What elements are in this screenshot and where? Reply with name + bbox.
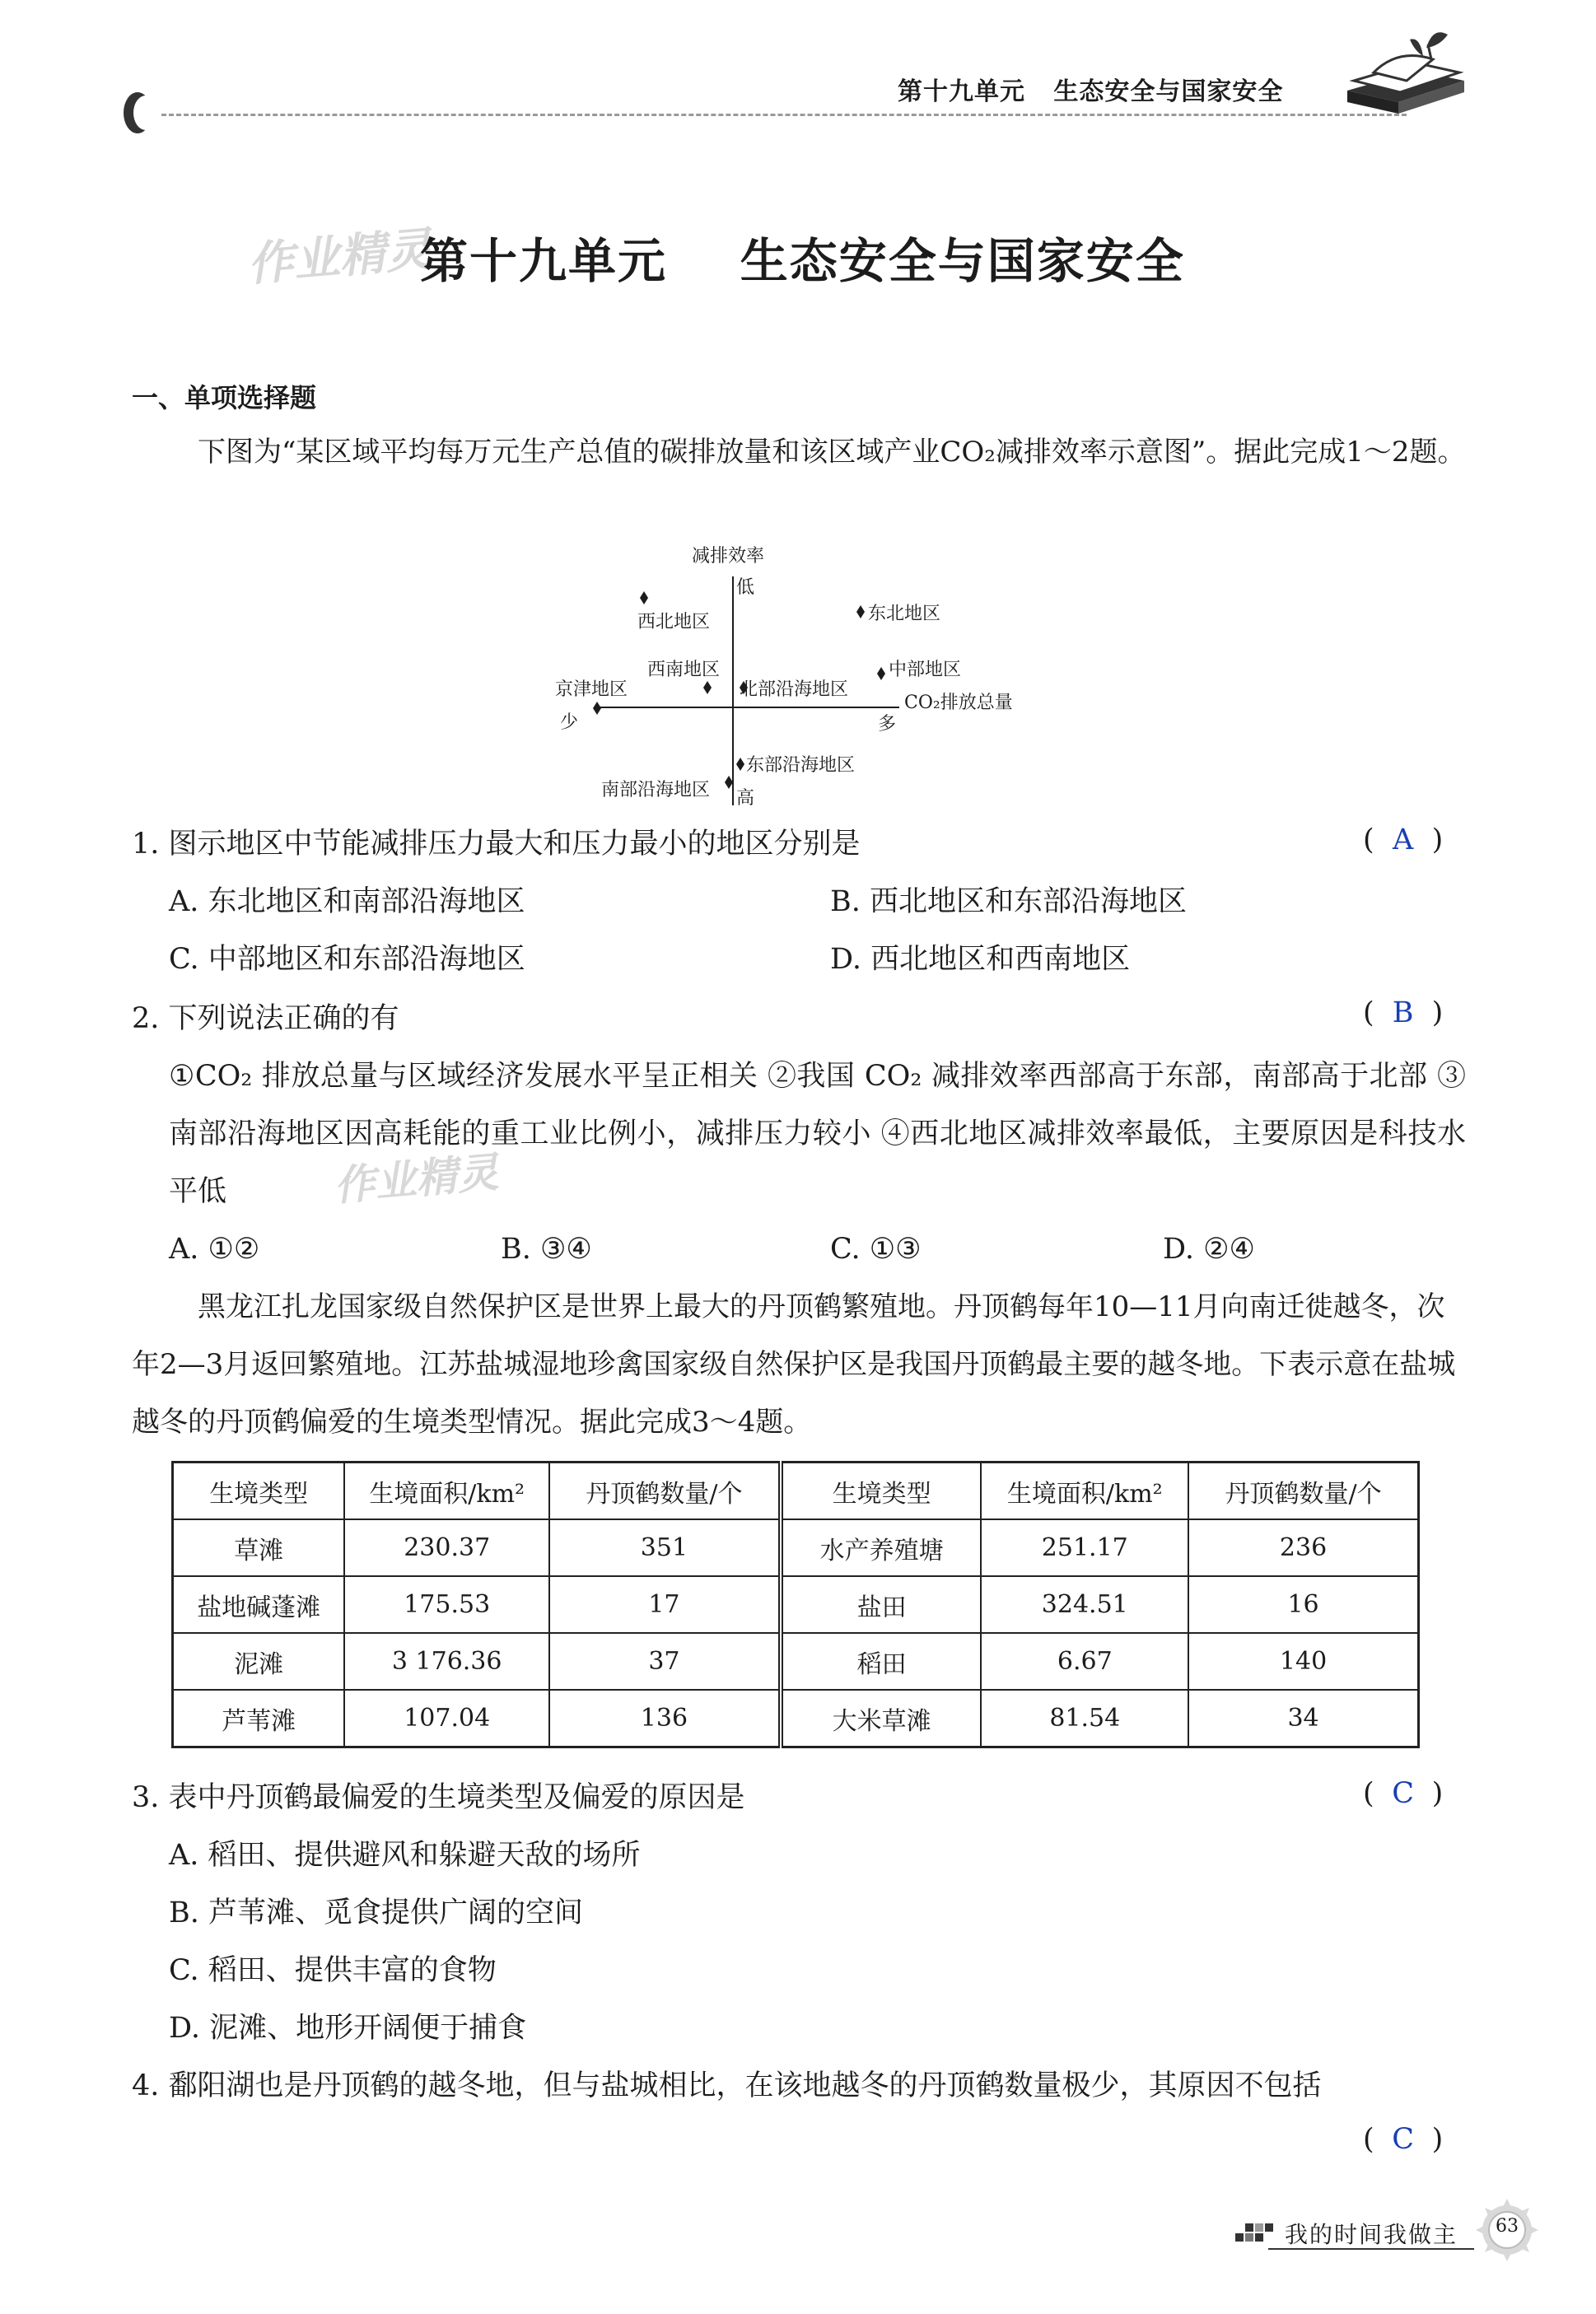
page-number: 63 <box>1496 2216 1519 2237</box>
table-header: 丹顶鹤数量/个 <box>1188 1463 1418 1520</box>
table-cell: 107.04 <box>344 1690 549 1747</box>
question-2-option-d: D. ②④ <box>1163 1233 1255 1266</box>
table-cell: 251.17 <box>981 1519 1188 1576</box>
question-2-statements: ①CO₂ 排放总量与区域经济发展水平呈正相关 ②我国 CO₂ 减排效率西部高于东部，南部高于北部 ③南部沿海地区因高耗能的重工业比例小，减排压力较小 ④西北地区减排效率最低，主要原因是科技水平低 <box>169 1060 1466 1208</box>
table-cell: 324.51 <box>981 1576 1188 1633</box>
table-header: 生境面积/km² <box>344 1463 549 1520</box>
table-row <box>173 1633 1419 1690</box>
table-cell: 盐地碱蓬滩 <box>173 1576 345 1633</box>
question-3-answer: ( C ) <box>1363 1777 1444 1810</box>
question-1-option-a: A. 东北地区和南部沿海地区 <box>169 885 525 918</box>
table-row <box>173 1519 1419 1576</box>
x-axis-low-label: 少 <box>560 712 579 733</box>
table-cell: 泥滩 <box>173 1633 345 1690</box>
point-label-zhongbu: 中部地区 <box>889 660 962 680</box>
question-1-answer: ( A ) <box>1363 823 1444 856</box>
y-axis-high-label: 高 <box>736 788 755 809</box>
question-1-option-d: D. 西北地区和西南地区 <box>830 943 1131 976</box>
x-axis-high-label: 多 <box>878 714 897 735</box>
section-heading: 一、单项选择题 <box>132 382 317 413</box>
table-cell: 236 <box>1188 1519 1418 1576</box>
point-label-xibei: 西北地区 <box>637 612 711 632</box>
table-cell: 230.37 <box>344 1519 549 1576</box>
footer-slogan: 我的时间我做主 <box>1285 2221 1458 2248</box>
point-marker-nanbu <box>725 776 733 789</box>
table-cell: 16 <box>1188 1576 1418 1633</box>
question-2-option-a: A. ①② <box>169 1233 260 1266</box>
table-cell: 175.53 <box>344 1576 549 1633</box>
table-cell: 大米草滩 <box>781 1690 982 1747</box>
question-1-option-b: B. 西北地区和东部沿海地区 <box>830 885 1187 918</box>
point-label-dongbu: 东部沿海地区 <box>746 755 856 776</box>
question-3-option-d: D. 泥滩、地形开阔便于捕食 <box>169 2012 527 2045</box>
book-stack-icon <box>1341 23 1472 122</box>
intro-questions-1-2: 下图为“某区域平均每万元生产总值的碳排放量和该区域产业CO₂减排效率示意图”。据此完成1～2题。 <box>198 436 1466 469</box>
table-header-row <box>173 1463 1419 1520</box>
x-axis-label: CO₂排放总量 <box>904 693 1013 713</box>
question-2-answer: ( B ) <box>1363 996 1444 1029</box>
footer <box>1235 2207 1482 2256</box>
question-1-stem: 1. 图示地区中节能减排压力最大和压力最小的地区分别是 <box>132 828 861 861</box>
page-number-badge <box>1474 2197 1540 2263</box>
table-cell: 稻田 <box>781 1633 982 1690</box>
point-label-xinan: 西南地区 <box>647 660 721 680</box>
question-2-stem: 2. 下列说法正确的有 <box>132 1002 399 1035</box>
question-3-stem: 3. 表中丹顶鹤最偏爱的生境类型及偏爱的原因是 <box>132 1781 745 1814</box>
question-2-option-b: B. ③④ <box>501 1233 592 1266</box>
point-label-nanbu: 南部沿海地区 <box>601 780 711 800</box>
intro-questions-3-4: 黑龙江扎龙国家级自然保护区是世界上最大的丹顶鹤繁殖地。丹顶鹤每年10—11月向南迁徙越冬，次年2—3月返回繁殖地。江苏盐城湿地珍禽国家级自然保护区是我国丹顶鹤最主要的越冬地。下表示意在盐城越冬的丹顶鹤偏爱的生境类型情况。据此完成3～4题。 <box>132 1290 1456 1439</box>
unit-title: 第十九单元 生态安全与国家安全 <box>420 233 1185 289</box>
table-header: 生境类型 <box>781 1463 982 1520</box>
table-cell: 水产养殖塘 <box>781 1519 982 1576</box>
header-crescent-ornament <box>124 92 152 133</box>
table-cell: 81.54 <box>981 1690 1188 1747</box>
question-3-option-a: A. 稻田、提供避风和躲避天敌的场所 <box>169 1839 641 1872</box>
table-cell: 芦苇滩 <box>173 1690 345 1747</box>
table-cell: 6.67 <box>981 1633 1188 1690</box>
question-4-answer-letter: C <box>1392 2123 1415 2156</box>
table-row <box>173 1576 1419 1633</box>
header-dashed-rule <box>161 114 1407 116</box>
y-axis-low-label: 低 <box>736 577 755 598</box>
running-header-title: 第十九单元 生态安全与国家安全 <box>898 77 1284 106</box>
emission-efficiency-diagram <box>544 544 1054 815</box>
point-marker-dongbu <box>736 758 744 771</box>
table-cell: 136 <box>549 1690 781 1747</box>
question-1-option-c: C. 中部地区和东部沿海地区 <box>169 943 525 976</box>
point-marker-xibei <box>640 591 648 604</box>
footer-rule <box>1268 2248 1474 2250</box>
point-label-jingjin: 京津地区 <box>555 679 628 700</box>
table-cell: 34 <box>1188 1690 1418 1747</box>
point-marker-jingjin <box>593 702 601 715</box>
table-row <box>173 1690 1419 1747</box>
question-1-answer-letter: A <box>1393 823 1414 856</box>
question-3-answer-letter: C <box>1392 1777 1415 1810</box>
table-header: 丹顶鹤数量/个 <box>549 1463 781 1520</box>
y-axis-label: 减排效率 <box>692 546 765 567</box>
question-4-stem: 4. 鄱阳湖也是丹顶鹤的越冬地，但与盐城相比，在该地越冬的丹顶鹤数量极少，其原因不包括 <box>132 2069 1322 2102</box>
question-2-option-c: C. ①③ <box>830 1233 922 1266</box>
question-3-option-c: C. 稻田、提供丰富的食物 <box>169 1954 497 1987</box>
table-header: 生境类型 <box>173 1463 345 1520</box>
habitat-table <box>171 1461 1420 1748</box>
table-cell: 17 <box>549 1576 781 1633</box>
table-cell: 140 <box>1188 1633 1418 1690</box>
point-label-dongbei: 东北地区 <box>868 604 941 624</box>
table-header: 生境面积/km² <box>981 1463 1188 1520</box>
point-marker-xinan <box>703 681 712 694</box>
point-label-beibu: 北部沿海地区 <box>740 679 849 700</box>
table-cell: 盐田 <box>781 1576 982 1633</box>
table-cell: 351 <box>549 1519 781 1576</box>
watermark-top: 作业精灵 <box>245 222 434 292</box>
checker-icon <box>1235 2218 1278 2243</box>
table-cell: 3 176.36 <box>344 1633 549 1690</box>
point-marker-dongbei <box>856 605 865 618</box>
watermark-middle: 作业精灵 <box>332 1148 501 1211</box>
table-cell: 37 <box>549 1633 781 1690</box>
question-3-option-b: B. 芦苇滩、觅食提供广阔的空间 <box>169 1896 583 1929</box>
point-marker-zhongbu <box>877 667 885 680</box>
table-cell: 草滩 <box>173 1519 345 1576</box>
question-2-answer-letter: B <box>1392 996 1414 1029</box>
question-4-answer: ( C ) <box>1363 2123 1444 2156</box>
